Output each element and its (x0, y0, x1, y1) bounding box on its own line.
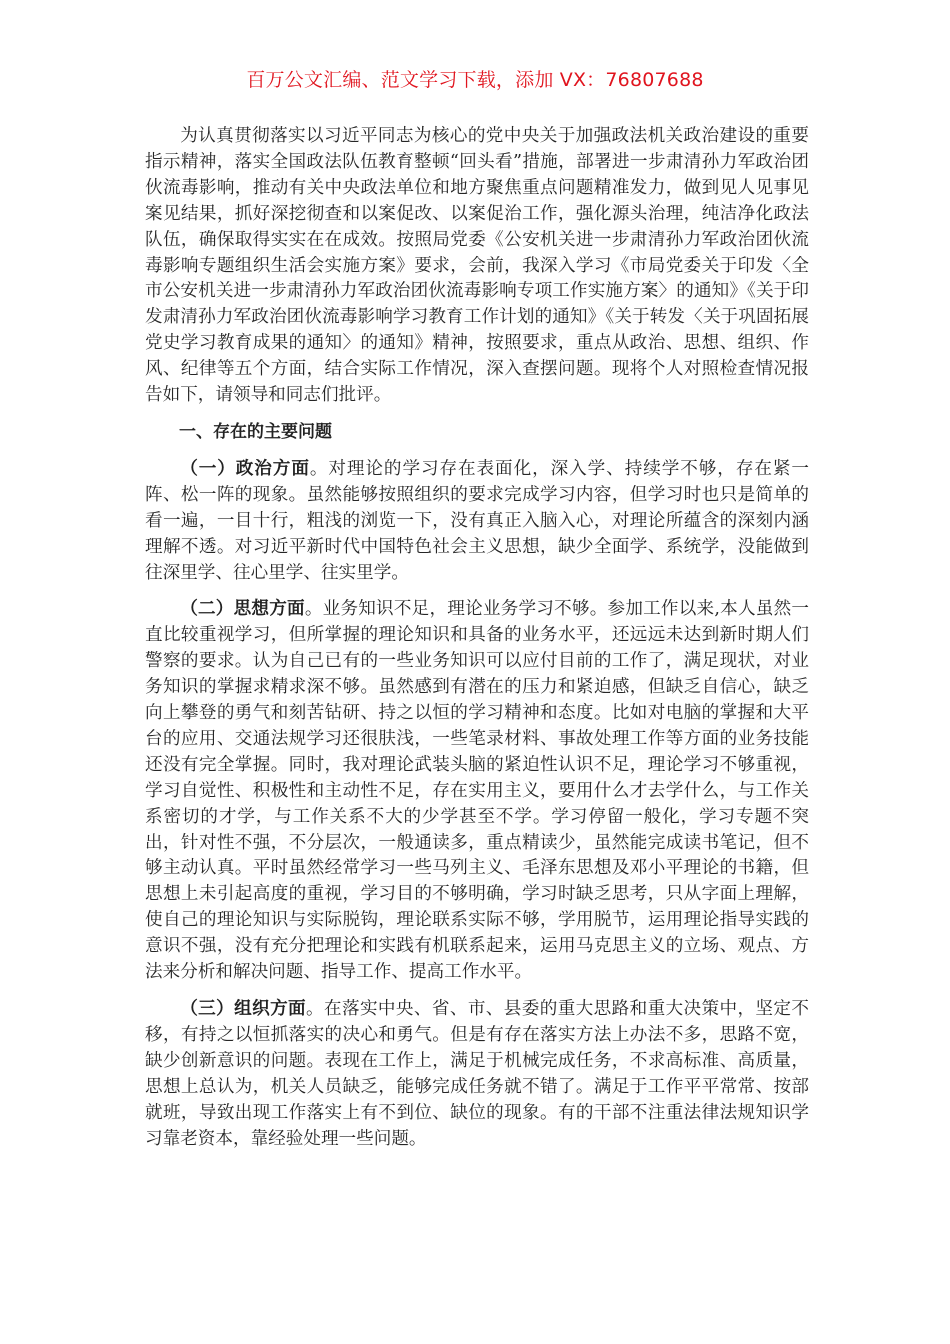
spacer (145, 446, 809, 457)
spacer (145, 586, 809, 597)
intro-paragraph: 为认真贯彻落实以习近平同志为核心的党中央关于加强政法机关政治建设的重要指示精神，落实全国政法队伍教育整顿“回头看”措施，部署进一步肃清孙力军政治团伙流毒影响，推动有关中央政法单位和地方聚焦重点问题精准发力，做到见人见事见案见结果，抓好深挖彻查和以案促改、以案促治工作，强化源头治理，纯洁净化政法队伍，确保取得实实在在成效。按照局党委《公安机关进一步肃清孙力军政治团伙流毒影响专题组织生活会实施方案》要求，会前，我深入学习《市局党委关于印发〈全市公安机关进一步肃清孙力军政治团伙流毒影响专项工作实施方案〉的通知》《关于印发肃清孙力军政治团伙流毒影响学习教育工作计划的通知》《关于转发〈关于巩固拓展党史学习教育成果的通知〉的通知》精神，按照要求，重点从政治、思想、组织、作风、纪律等五个方面，结合实际工作情况，深入查摆问题。现将个人对照检查情况报告如下，请领导和同志们批评。 (145, 126, 809, 406)
political-lead: （一）政治方面 (180, 458, 310, 479)
watermark-banner: 百万公文汇编、范文学习下载，添加 VX：76807688 (246, 69, 704, 91)
ideological-lead: （二）思想方面 (180, 599, 305, 620)
organizational-body: 。在落实中央、省、市、县委的重大思路和重大决策中，坚定不移，有持之以恒抓落实的决心和勇气。但是有存在落实方法上办法不多，思路不宽，缺少创新意识的问题。表现在工作上，满足于机械完成任务，不求高标准、高质量，思想上总认为，机关人员缺乏，能够完成任务就不错了。满足于工作平平常常、按部就班，导致出现工作落实上有不到位、缺位的现象。有的干部不注重法律法规知识学习靠老资本，靠经验处理一些问题。 (145, 999, 809, 1149)
organizational-paragraph (145, 997, 809, 1152)
political-body: 。对理论的学习存在表面化，深入学、持续学不够，存在紧一阵、松一阵的现象。虽然能够按照组织的要求完成学习内容，但学习时也只是简单的看一遍，一目十行，粗浅的浏览一下，没有真正入脑入心，对理论所蕴含的深刻内涵理解不透。对习近平新时代中国特色社会主义思想，缺少全面学、系统学，没能做到往深里学、往心里学、往实里学。 (145, 458, 809, 583)
political-paragraph (145, 457, 809, 587)
spacer (145, 409, 809, 420)
spacer (145, 986, 809, 997)
organizational-lead: （三）组织方面 (180, 999, 307, 1019)
document-body (145, 124, 809, 1152)
section-heading: 一、存在的主要问题 (179, 421, 332, 442)
ideological-paragraph (145, 597, 809, 986)
ideological-body: 。业务知识不足，理论业务学习不够。参加工作以来,本人虽然一直比较重视学习，但所掌握的理论知识和具备的业务水平，还远远未达到新时期人们警察的要求。认为自己已有的一些业务知识可以应付目前的工作了，满足现状，对业务知识的掌握求精求深不够。虽然感到有潜在的压力和紧迫感，但缺乏自信心，缺乏向上攀登的勇气和刻苦钻研、持之以恒的学习精神和态度。比如对电脑的掌握和大平台的应用、交通法规学习还很肤浅，一些笔录材料、事故处理工作等方面的业务技能还没有完全掌握。同时，我对理论武装头脑的紧迫性认识不足，理论学习不够重视，学习自觉性、积极性和主动性不足，存在实用主义，要用什么才去学什么，与工作关系密切的才学，与工作关系不大的少学甚至不学。学习停留一般化，学习专题不突出，针对性不强，不分层次，一般通读多，重点精读少，虽然能完成读书笔记，但不够主动认真。平时虽然经常学习一些马列主义、毛泽东思想及邓小平理论的书籍，但思想上未引起高度的重视，学习目的不够明确，学习时缺乏思考，只从字面上理解，使自己的理论知识与实际脱钩，理论联系实际不够，学用脱节，运用理论指导实践的意识不强，没有充分把理论和实践有机联系起来，运用马克思主义的立场、观点、方法来分析和解决问题、指导工作、提高工作水平。 (145, 599, 809, 983)
